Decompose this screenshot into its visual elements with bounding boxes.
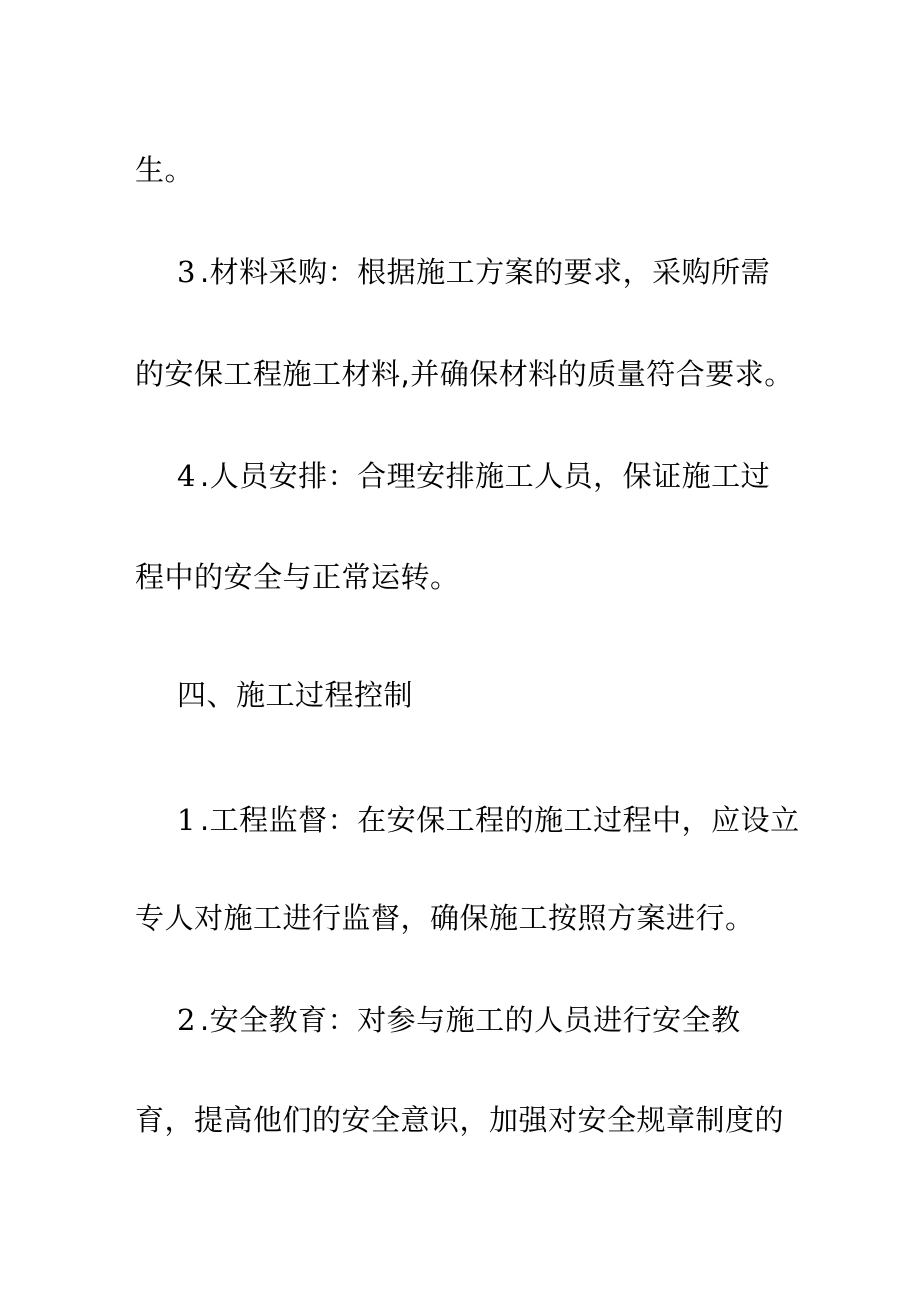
- paragraph-line: [135, 557, 835, 597]
- list-item-line: [177, 456, 877, 496]
- line-text: .工程监督：在安保工程的施工过程中，应设立: [199, 803, 800, 837]
- line-text: 程中的安全与正常运转。: [135, 560, 460, 594]
- list-item-line: [177, 1000, 877, 1040]
- line-text: 生。: [135, 153, 195, 187]
- paragraph-line: [135, 898, 835, 938]
- paragraph-line: [135, 354, 835, 394]
- line-text: .人员安排：合理安排施工人员，保证施工过: [199, 459, 771, 493]
- paragraph-line: [135, 1100, 835, 1140]
- line-text: 的安保工程施工材料,并确保材料的质量符合要求。: [135, 357, 794, 391]
- line-text: 育，提高他们的安全意识，加强对安全规章制度的: [135, 1103, 785, 1137]
- list-item-line: [177, 800, 877, 840]
- heading-text: 四、施工过程控制: [177, 678, 414, 712]
- section-heading: [177, 675, 877, 715]
- list-number: 3: [177, 255, 196, 289]
- list-number: 1: [177, 803, 196, 837]
- list-number: 4: [177, 459, 196, 493]
- line-text: .安全教育：对参与施工的人员进行安全教: [199, 1003, 741, 1037]
- line-text: .材料采购：根据施工方案的要求，采购所需: [199, 255, 771, 289]
- paragraph-line: [135, 150, 835, 190]
- list-number: 2: [177, 1003, 196, 1037]
- line-text: 专人对施工进行监督，确保施工按照方案进行。: [135, 901, 755, 935]
- list-item-line: [177, 252, 877, 292]
